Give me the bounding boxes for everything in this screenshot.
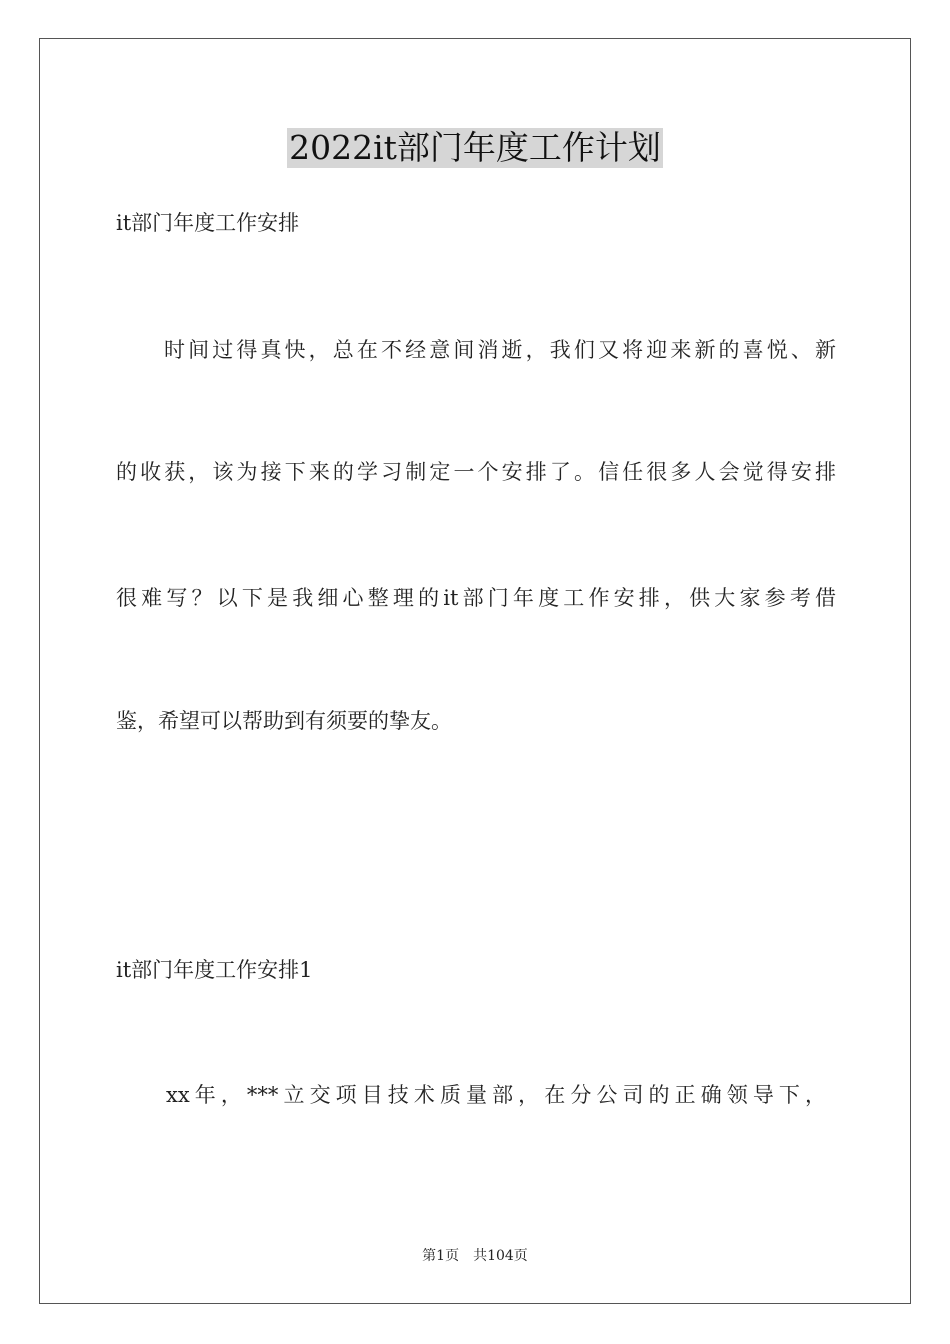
paragraph-line: 时间过得真快，总在不经意间消逝，我们又将迎来新的喜悦、新: [164, 338, 836, 362]
section-heading: it部门年度工作安排: [116, 211, 300, 235]
paragraph-line: 很难写？以下是我细心整理的it部门年度工作安排，供大家参考借: [116, 586, 836, 610]
document-title-wrap: [0, 128, 950, 168]
document-title: 2022it部门年度工作计划: [289, 128, 661, 167]
paragraph-line: 鉴，希望可以帮助到有须要的挚友。: [116, 709, 452, 733]
page-footer: 第1页 共104页: [422, 1248, 528, 1264]
section-heading: it部门年度工作安排1: [116, 958, 313, 982]
paragraph-line: 的收获，该为接下来的学习制定一个安排了。信任很多人会觉得安排: [116, 460, 836, 484]
paragraph-line: xx年，***立交项目技术质量部，在分公司的正确领导下，: [166, 1083, 826, 1107]
